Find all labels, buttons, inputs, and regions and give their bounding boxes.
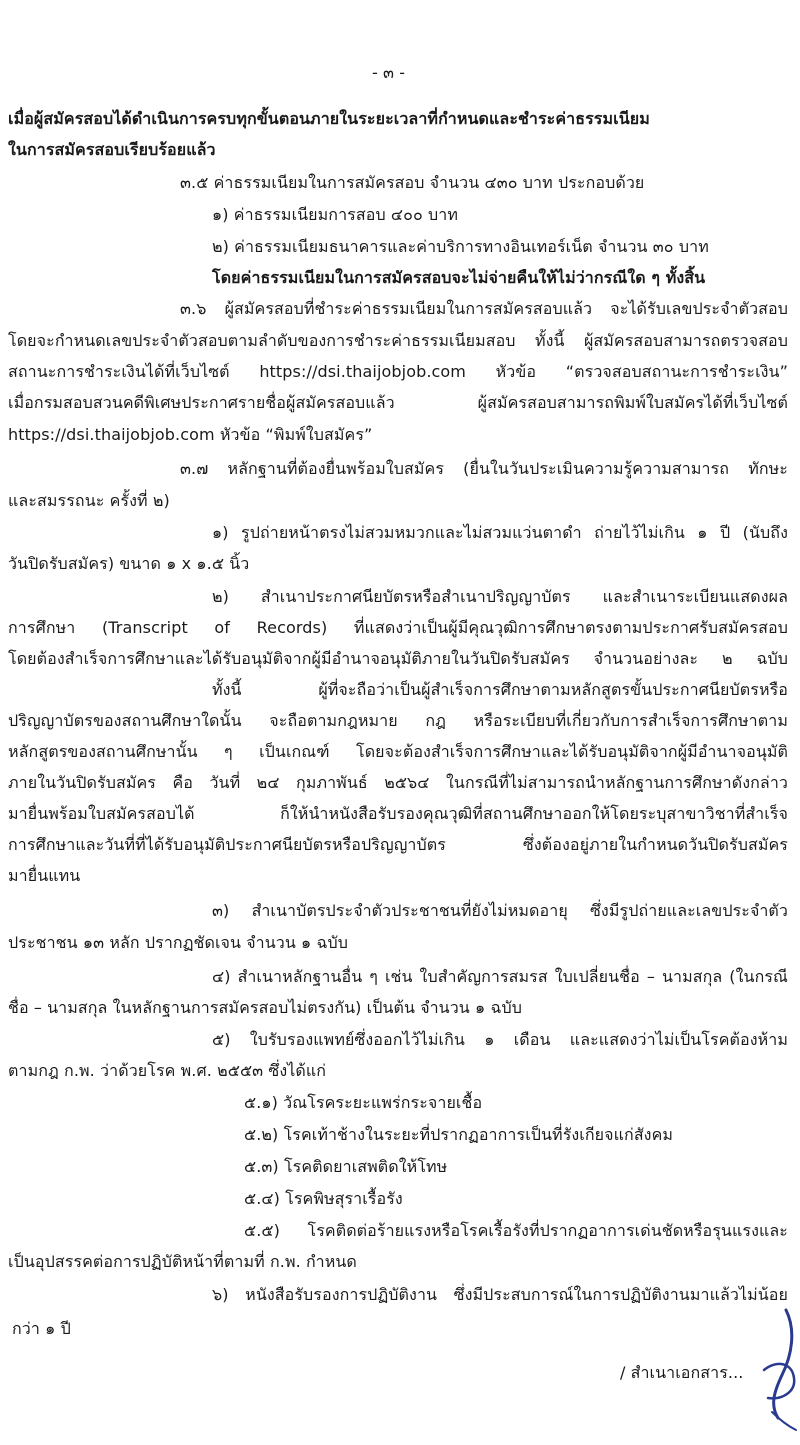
body-line: การศึกษาและวันที่ที่ได้รับอนุมัติประกาศนียบัตรหรือปริญญาบัตร ซึ่งต้องอยู่ภายในกำหนดวันปิดรับสมัคร <box>8 835 788 854</box>
body-line: ตามกฎ ก.พ. ว่าด้วยโรค พ.ศ. ๒๕๕๓ ซึ่งได้แก่ <box>8 1061 327 1080</box>
sub-list-item: ๕.๔) โรคพิษสุราเรื้อรัง <box>244 1189 403 1208</box>
page-number: - ๓ - <box>372 63 406 82</box>
body-line: ปริญญาบัตรของสถานศึกษาใดนั้น จะถือตามกฎหมาย กฎ หรือระเบียบที่เกี่ยวกับการสำเร็จการศึกษาตาม <box>8 711 788 730</box>
sub-list-item: ๕.๒) โรคเท้าช้างในระยะที่ปรากฏอาการเป็นที่รังเกียจแก่สังคม <box>244 1125 674 1144</box>
body-line: โดยจะกำหนดเลขประจำตัวสอบตามลำดับของการชำระค่าธรรมเนียมสอบ ทั้งนี้ ผู้สมัครสอบสามารถตรวจสอบ <box>8 331 788 350</box>
body-line: เมื่อผู้สมัครสอบได้ดำเนินการครบทุกขั้นตอนภายในระยะเวลาที่กำหนดและชำระค่าธรรมเนียม <box>8 109 650 128</box>
section-heading: ๓.๗ หลักฐานที่ต้องยื่นพร้อมใบสมัคร (ยื่นในวันประเมินความรู้ความสามารถ ทักษะ <box>180 459 788 478</box>
handwritten-signature <box>752 1300 800 1440</box>
continuation-marker: / สำเนาเอกสาร... <box>620 1363 744 1382</box>
body-line: เป็นอุปสรรคต่อการปฏิบัติหน้าที่ตามที่ ก.พ. กำหนด <box>8 1252 357 1271</box>
body-line: ทั้งนี้ ผู้ที่จะถือว่าเป็นผู้สำเร็จการศึกษาตามหลักสูตรขั้นประกาศนียบัตรหรือ <box>212 680 788 699</box>
body-line: กว่า ๑ ปี <box>12 1319 71 1338</box>
body-line: สถานะการชำระเงินได้ที่เว็บไซต์ https://dsi.thaijobjob.com หัวข้อ “ตรวจสอบสถานะการชำระเงิน” <box>8 362 788 381</box>
body-line: ในการสมัครสอบเรียบร้อยแล้ว <box>8 140 216 159</box>
section-heading: ๓.๕ ค่าธรรมเนียมในการสมัครสอบ จำนวน ๔๓๐ บาท ประกอบด้วย <box>180 173 645 192</box>
body-line: ประชาชน ๑๓ หลัก ปรากฏชัดเจน จำนวน ๑ ฉบับ <box>8 933 349 952</box>
list-item: ๔) สำเนาหลักฐานอื่น ๆ เช่น ใบสำคัญการสมรส ใบเปลี่ยนชื่อ – นามสกุล (ในกรณี <box>212 967 788 986</box>
list-item: ๖) หนังสือรับรองการปฏิบัติงาน ซึ่งมีประสบการณ์ในการปฏิบัติงานมาแล้วไม่น้อย <box>212 1285 788 1304</box>
list-item: ๒) สำเนาประกาศนียบัตรหรือสำเนาปริญญาบัตร และสำเนาระเบียนแสดงผล <box>212 587 788 606</box>
list-item: ๕) ใบรับรองแพทย์ซึ่งออกไว้ไม่เกิน ๑ เดือน และแสดงว่าไม่เป็นโรคต้องห้าม <box>212 1030 788 1049</box>
body-line: มายื่นพร้อมใบสมัครสอบได้ ก็ให้นำหนังสือรับรองคุณวุฒิที่สถานศึกษาออกให้โดยระบุสาขาวิชาที่สำเร็จ <box>8 804 788 823</box>
body-line: เมื่อกรมสอบสวนคดีพิเศษประกาศรายชื่อผู้สมัครสอบแล้ว ผู้สมัครสอบสามารถพิมพ์ใบสมัครได้ที่เว็บไซต์ <box>8 393 788 412</box>
sub-list-item: ๕.๕) โรคติดต่อร้ายแรงหรือโรคเรื้อรังที่ปรากฏอาการเด่นชัดหรือรุนแรงและ <box>244 1221 788 1240</box>
sub-list-item: ๕.๑) วัณโรคระยะแพร่กระจายเชื้อ <box>244 1093 483 1112</box>
body-line: วันปิดรับสมัคร) ขนาด ๑ x ๑.๕ นิ้ว <box>8 554 250 573</box>
body-line: โดยต้องสำเร็จการศึกษาและได้รับอนุมัติจากผู้มีอำนาจอนุมัติภายในวันปิดรับสมัคร จำนวนอย่างละ ๒ ฉบับ <box>8 649 788 668</box>
list-item: ๑) รูปถ่ายหน้าตรงไม่สวมหมวกและไม่สวมแว่นตาดำ ถ่ายไว้ไม่เกิน ๑ ปี (นับถึง <box>212 523 788 542</box>
section-heading: ๓.๖ ผู้สมัครสอบที่ชำระค่าธรรมเนียมในการสมัครสอบแล้ว จะได้รับเลขประจำตัวสอบ <box>180 299 788 318</box>
list-item: ๒) ค่าธรรมเนียมธนาคารและค่าบริการทางอินเทอร์เน็ต จำนวน ๓๐ บาท <box>212 237 709 256</box>
list-item: ๓) สำเนาบัตรประจำตัวประชาชนที่ยังไม่หมดอายุ ซึ่งมีรูปถ่ายและเลขประจำตัว <box>212 901 788 920</box>
body-line: มายื่นแทน <box>8 866 81 885</box>
body-line: https://dsi.thaijobjob.com หัวข้อ “พิมพ์ใบสมัคร” <box>8 425 373 444</box>
body-line: การศึกษา (Transcript of Records) ที่แสดงว่าเป็นผู้มีคุณวุฒิการศึกษาตรงตามประกาศรับสมัครสอบ <box>8 618 788 637</box>
body-line: ชื่อ – นามสกุล ในหลักฐานการสมัครสอบไม่ตรงกัน) เป็นต้น จำนวน ๑ ฉบับ <box>8 998 522 1017</box>
sub-list-item: ๕.๓) โรคติดยาเสพติดให้โทษ <box>244 1157 448 1176</box>
body-line: หลักสูตรของสถานศึกษานั้น ๆ เป็นเกณฑ์ โดยจะต้องสำเร็จการศึกษาและได้รับอนุมัติจากผู้มีอำนาจอนุมัติ <box>8 742 788 761</box>
body-line: และสมรรถนะ ครั้งที่ ๒) <box>8 491 170 510</box>
list-item: ๑) ค่าธรรมเนียมการสอบ ๔๐๐ บาท <box>212 205 458 224</box>
body-line: ภายในวันปิดรับสมัคร คือ วันที่ ๒๔ กุมภาพันธ์ ๒๕๖๔ ในกรณีที่ไม่สามารถนำหลักฐานการศึกษาดังกล่าว <box>8 773 788 792</box>
emphasis-note: โดยค่าธรรมเนียมในการสมัครสอบจะไม่จ่ายคืนให้ไม่ว่ากรณีใด ๆ ทั้งสิ้น <box>212 268 706 287</box>
